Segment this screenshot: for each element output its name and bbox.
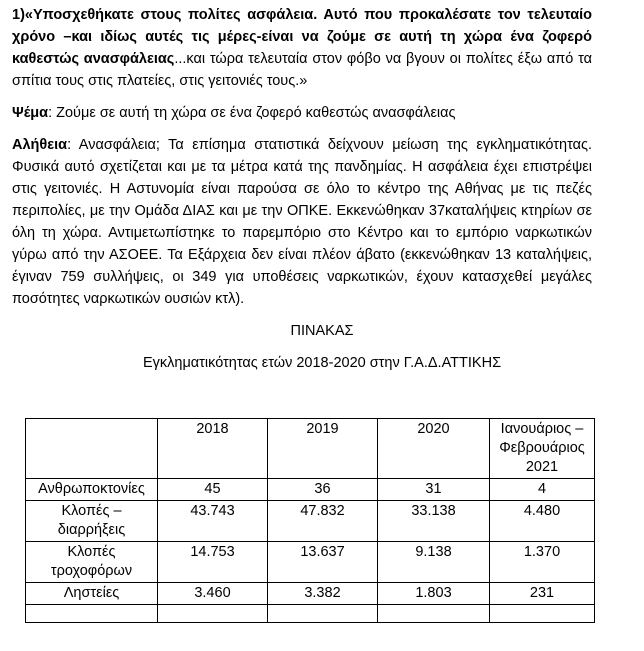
empty-cell (26, 605, 158, 623)
quote-regular-text: ...και τώρα τελευταία στον φόβο να βγουν οι πολίτες έξω από τα σπίτια τους στις πλατείες, στις γειτονιές τους.» (12, 51, 592, 89)
header-cell-2018: 2018 (158, 419, 268, 479)
value-cell: 231 (490, 583, 595, 605)
table-row-empty (26, 605, 595, 623)
header-cell-jan-feb-2021: Ιανουάριος – Φεβρουάριος 2021 (490, 419, 595, 479)
row-label-cell: Ληστείες (26, 583, 158, 605)
table-row-thefts-burglaries (26, 501, 595, 542)
value-cell: 36 (268, 479, 378, 501)
header-cell-2020: 2020 (378, 419, 490, 479)
value-cell: 3.460 (158, 583, 268, 605)
row-label-cell: Κλοπές τροχοφόρων (26, 542, 158, 583)
table-title: ΠΙΝΑΚΑΣ (290, 323, 354, 339)
crime-statistics-table (25, 418, 595, 623)
lie-paragraph (12, 102, 592, 124)
quote-bold-text: 1)«Υποσχεθήκατε στους πολίτες ασφάλεια. Αυτό που προκαλέσατε τον τελευταίο χρόνο –και ιδίως αυτές τις μέρες-είναι να ζούμε σε αυτή τη χώρα ένα ζοφερό καθεστώς ανασφάλειας (12, 7, 592, 67)
value-cell: 33.138 (378, 501, 490, 542)
row-label-cell: Κλοπές – διαρρήξεις (26, 501, 158, 542)
value-cell: 31 (378, 479, 490, 501)
value-cell: 4.480 (490, 501, 595, 542)
lie-text: : Ζούμε σε αυτή τη χώρα σε ένα ζοφερό καθεστώς ανασφάλειας (48, 105, 456, 121)
empty-cell (490, 605, 595, 623)
value-cell: 13.637 (268, 542, 378, 583)
row-label-cell: Ανθρωποκτονίες (26, 479, 158, 501)
empty-cell (378, 605, 490, 623)
quote-paragraph (12, 4, 592, 92)
lie-label: Ψέμα (12, 105, 49, 121)
value-cell: 1.803 (378, 583, 490, 605)
empty-cell (268, 605, 378, 623)
value-cell: 45 (158, 479, 268, 501)
value-cell: 14.753 (158, 542, 268, 583)
value-cell: 3.382 (268, 583, 378, 605)
table-subtitle: Εγκληματικότητας ετών 2018-2020 στην Γ.Α.Δ.ΑΤΤΙΚΗΣ (142, 355, 502, 371)
table-row-homicides (26, 479, 595, 501)
table-row-robberies (26, 583, 595, 605)
truth-paragraph (12, 134, 592, 310)
value-cell: 9.138 (378, 542, 490, 583)
value-cell: 4 (490, 479, 595, 501)
value-cell: 47.832 (268, 501, 378, 542)
truth-label: Αλήθεια (12, 137, 68, 153)
value-cell: 1.370 (490, 542, 595, 583)
header-cell-category (26, 419, 158, 479)
value-cell: 43.743 (158, 501, 268, 542)
header-cell-2019: 2019 (268, 419, 378, 479)
truth-text: : Ανασφάλεια; Τα επίσημα στατιστικά δείχνουν μείωση της εγκληματικότητας. Φυσικά αυτό σχετίζεται και με τα μέτρα κατά της πανδημίας. Η ασφάλεια έχει επιστρέψει στις γειτονιές. Η Αστυνομία είναι παρούσα σε όλο το κέντρο της Αθήνας με τις πεζές περιπολίες, με την Ομάδα ΔΙΑΣ και με την ΟΠΚΕ. Εκκενώθηκαν 37καταλήψεις κτηρίων σε όλη τη χώρα. Αντιμετωπίστηκε το παρεμπόριο στο Κέντρο και το εμπόριο ναρκωτικών γύρω από την ΑΣΟΕΕ. Τα Εξάρχεια δεν είναι πλέον άβατο (εκκενώθηκαν 13 καταλήψεις, έγιναν 759 συλλήψεις, οι 349 για υποθέσεις ναρκωτικών, έχουν κατασχεθεί μεγάλες ποσότητες ναρκωτικών ουσιών κτλ). (12, 137, 592, 307)
empty-cell (158, 605, 268, 623)
table-row-vehicle-thefts (26, 542, 595, 583)
table-header-row (26, 419, 595, 479)
